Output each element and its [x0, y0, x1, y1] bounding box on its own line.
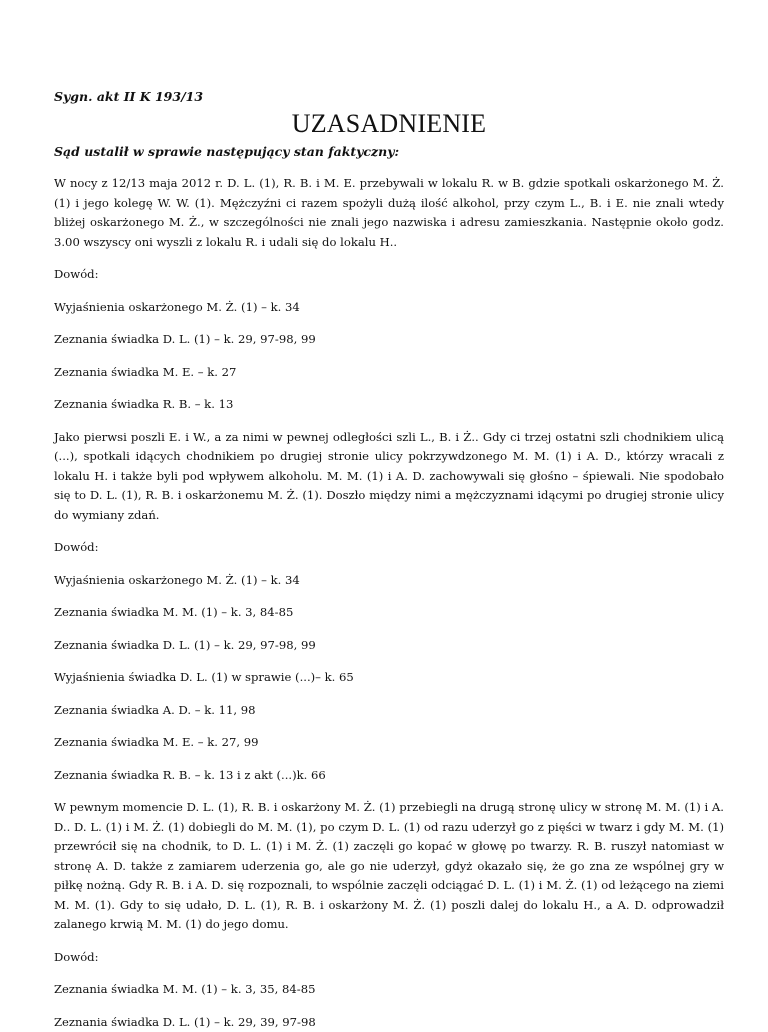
evidence-item: Zeznania świadka D. L. (1) – k. 29, 97-98, 99: [54, 330, 724, 350]
evidence-item: Zeznania świadka R. B. – k. 13 i z akt (...)k. 66: [54, 766, 724, 786]
paragraph-2: Jako pierwsi poszli E. i W., a za nimi w pewnej odległości szli L., B. i Ż.. Gdy ci trzej ostatni szli chodnikiem ulicą (...), spotkali idących chodnikiem po drugiej stronie ulicy pokrzywdzonego M. M. (1) i A. D., którzy wracali z lokalu H. i także byli pod wpływem alkoholu. M. M. (1) i A. D. zachowywali się głośno – śpiewali. Nie spodobało się to D. L. (1), R. B. i oskarżonemu M. Ż. (1). Doszło między nimi a mężczyznami idącymi po drugiej stronie ulicy do wymiany zdań.: [54, 428, 724, 526]
evidence-item: Zeznania świadka A. D. – k. 11, 98: [54, 701, 724, 721]
evidence-label: Dowód:: [54, 265, 724, 285]
evidence-item: Wyjaśnienia świadka D. L. (1) w sprawie (...)– k. 65: [54, 668, 724, 688]
evidence-item: Zeznania świadka R. B. – k. 13: [54, 395, 724, 415]
document-page: [54, 88, 724, 1032]
document-title: UZASADNIENIE: [54, 109, 724, 139]
evidence-item: Wyjaśnienia oskarżonego M. Ż. (1) – k. 34: [54, 298, 724, 318]
findings-heading: Sąd ustalił w sprawie następujący stan faktyczny:: [54, 143, 724, 161]
paragraph-1: W nocy z 12/13 maja 2012 r. D. L. (1), R. B. i M. E. przebywali w lokalu R. w B. gdzie spotkali oskarżonego M. Ż. (1) i jego kolegę W. W. (1). Mężczyźni ci razem spożyli dużą ilość alkohol, przy czym L., B. i E. nie znali wtedy bliżej oskarżonego M. Ż., w szczególności nie znali jego nazwiska i adresu zamieszkania. Następnie około godz. 3.00 wszyscy oni wyszli z lokalu R. i udali się do lokalu H..: [54, 174, 724, 252]
evidence-label: Dowód:: [54, 538, 724, 558]
evidence-label: Dowód:: [54, 948, 724, 968]
evidence-item: Wyjaśnienia oskarżonego M. Ż. (1) – k. 34: [54, 571, 724, 591]
case-signature: Sygn. akt II K 193/13: [54, 88, 724, 106]
evidence-item: Zeznania świadka M. M. (1) – k. 3, 35, 84-85: [54, 980, 724, 1000]
evidence-item: Zeznania świadka D. L. (1) – k. 29, 39, 97-98: [54, 1013, 724, 1032]
evidence-item: Zeznania świadka D. L. (1) – k. 29, 97-98, 99: [54, 636, 724, 656]
evidence-item: Zeznania świadka M. M. (1) – k. 3, 84-85: [54, 603, 724, 623]
paragraph-3: W pewnym momencie D. L. (1), R. B. i oskarżony M. Ż. (1) przebiegli na drugą stronę ulicy w stronę M. M. (1) i A. D.. D. L. (1) i M. Ż. (1) dobiegli do M. M. (1), po czym D. L. (1) od razu uderzył go z pięści w twarz i gdy M. M. (1) przewrócił się na chodnik, to D. L. (1) i M. Ż. (1) zaczęli go kopać w głowę po twarzy. R. B. ruszył natomiast w stronę A. D. także z zamiarem uderzenia go, ale go nie uderzył, gdyż okazało się, że go zna ze wspólnej gry w piłkę nożną. Gdy R. B. i A. D. się rozpoznali, to wspólnie zaczęli odciągać D. L. (1) i M. Ż. (1) od leżącego na ziemi M. M. (1). Gdy to się udało, D. L. (1), R. B. i oskarżony M. Ż. (1) poszli dalej do lokalu H., a A. D. odprowadził zalanego krwią M. M. (1) do jego domu.: [54, 798, 724, 935]
evidence-item: Zeznania świadka M. E. – k. 27, 99: [54, 733, 724, 753]
evidence-item: Zeznania świadka M. E. – k. 27: [54, 363, 724, 383]
